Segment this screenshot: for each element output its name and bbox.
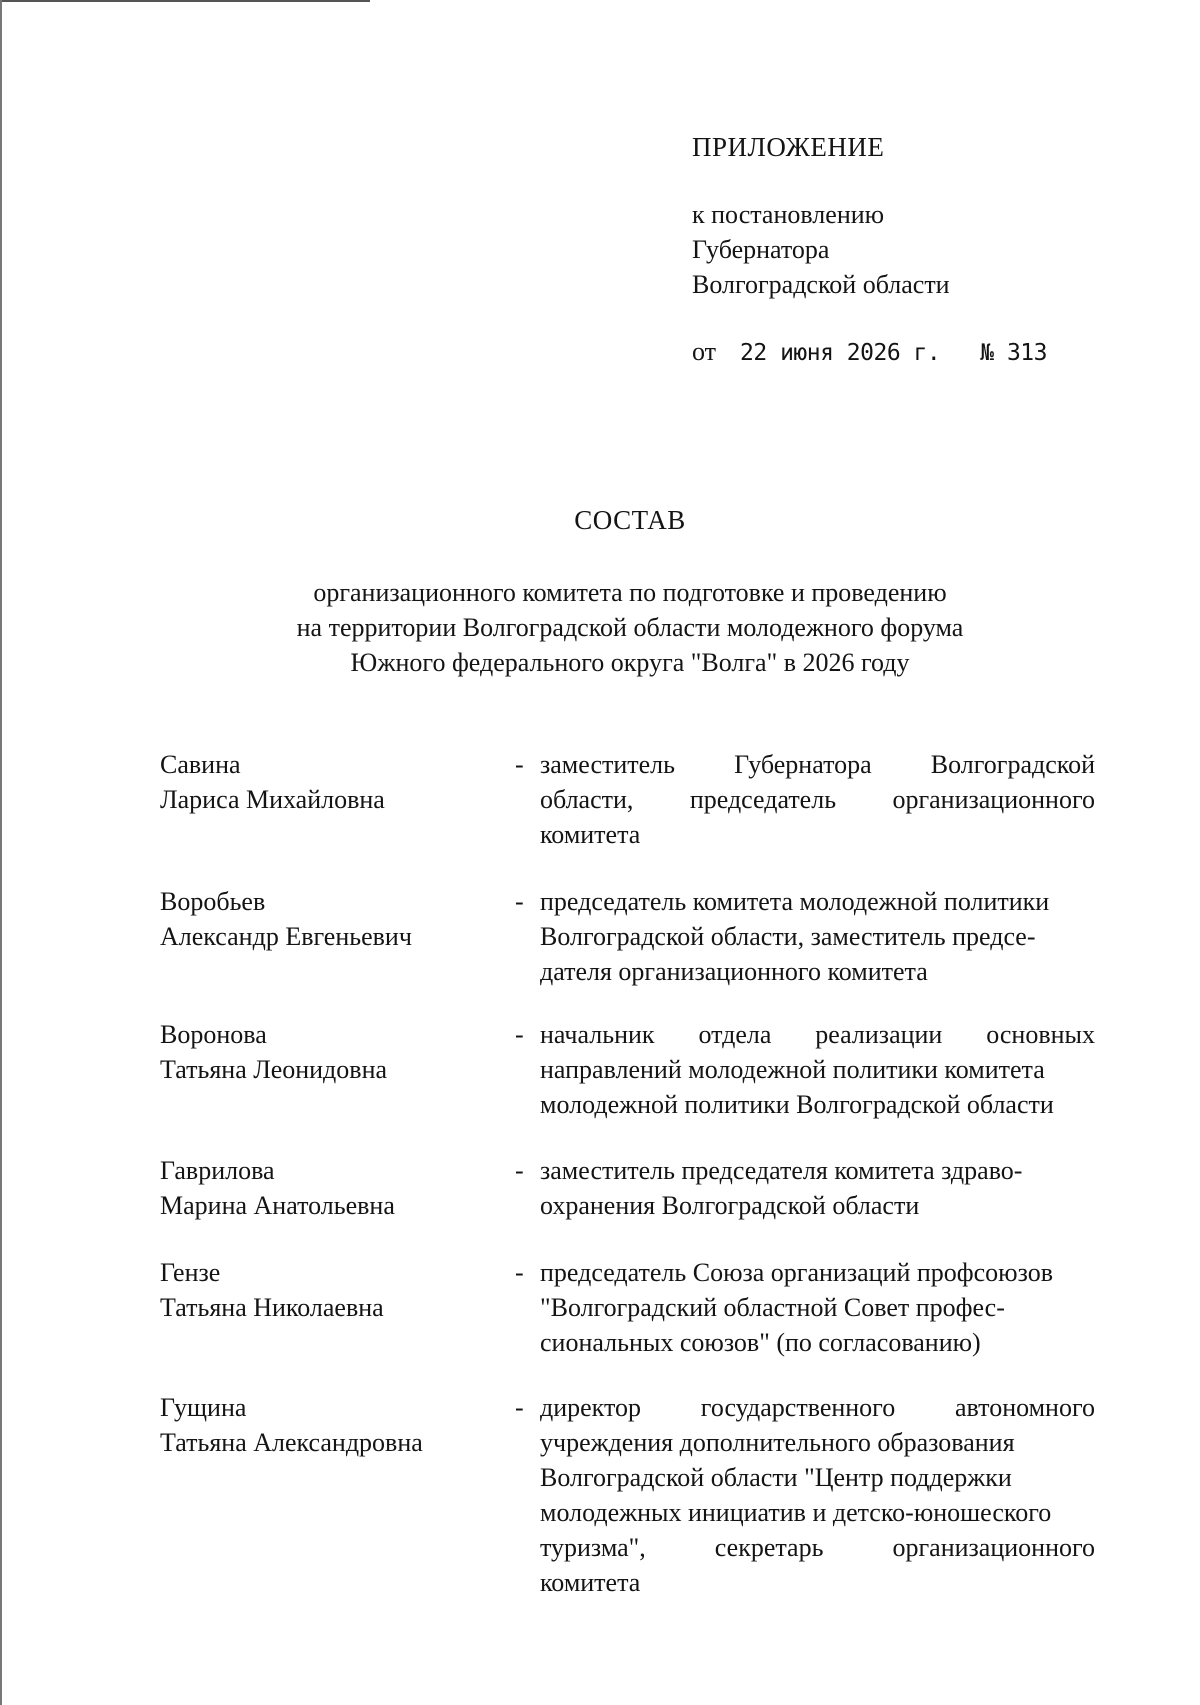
role-line: молодежной политики Волгоградской области — [540, 1090, 1054, 1119]
role-line: направлений молодежной политики комитета — [540, 1055, 1045, 1084]
member-role — [540, 747, 1095, 852]
member-name — [160, 1255, 480, 1325]
member-name — [160, 1017, 480, 1087]
role-line — [540, 782, 1095, 817]
date-prefix: от — [692, 337, 717, 366]
role-line: дателя организационного комитета — [540, 957, 928, 986]
member-surname: Гаврилова — [160, 1156, 275, 1185]
role-word: председатель — [689, 785, 837, 814]
member-name — [160, 747, 480, 817]
member-dash: - — [515, 887, 524, 916]
role-word: основных — [986, 1020, 1095, 1049]
role-word: организационного — [892, 785, 1095, 814]
member-dash: - — [515, 750, 524, 779]
appendix-title: ПРИЛОЖЕНИЕ — [692, 132, 885, 162]
member-given-names: Лариса Михайловна — [160, 785, 385, 814]
scan-edge-top — [0, 0, 370, 2]
role-word: секретарь — [714, 1533, 824, 1562]
role-line: молодежных инициатив и детско-юношеского — [540, 1498, 1052, 1527]
member-given-names: Татьяна Александровна — [160, 1428, 423, 1457]
role-word: туризма", — [540, 1533, 646, 1562]
member-surname: Воронова — [160, 1020, 267, 1049]
member-given-names: Татьяна Леонидовна — [160, 1055, 388, 1084]
role-line: Волгоградской области "Центр поддержки — [540, 1463, 1012, 1492]
member-surname: Гущина — [160, 1393, 247, 1422]
role-line: заместитель председателя комитета здраво- — [540, 1156, 1023, 1185]
role-word: организационного — [892, 1533, 1095, 1562]
role-word: начальник — [540, 1020, 655, 1049]
role-word: автономного — [955, 1393, 1095, 1422]
role-line — [540, 1390, 1095, 1425]
member-dash: - — [515, 1258, 524, 1287]
role-word: реализации — [815, 1020, 943, 1049]
role-word: Волгоградской — [930, 750, 1095, 779]
role-line: сиональных союзов" (по согласованию) — [540, 1328, 981, 1357]
role-line — [540, 1017, 1095, 1052]
decree-date-row — [692, 335, 1047, 370]
appendix-line-3: Волгоградской области — [692, 270, 950, 299]
member-name — [160, 884, 480, 954]
role-line: учреждения дополнительного образования — [540, 1428, 1015, 1457]
role-line: охранения Волгоградской области — [540, 1191, 920, 1220]
role-word: области, — [540, 785, 634, 814]
member-surname: Гензе — [160, 1258, 221, 1287]
document-title: СОСТАВ — [574, 505, 686, 535]
decree-date: 22 июня 2026 г. — [740, 340, 941, 366]
member-role — [540, 1153, 1095, 1223]
member-role — [540, 1255, 1095, 1360]
appendix-line-1: к постановлению — [692, 200, 885, 229]
member-dash: - — [515, 1020, 524, 1049]
subtitle-line: Южного федерального округа "Волга" в 2026 году — [350, 648, 910, 677]
role-line — [540, 1530, 1095, 1565]
role-line: председатель комитета молодежной политики — [540, 887, 1050, 916]
role-word: государственного — [700, 1393, 896, 1422]
role-line: комитета — [540, 1568, 641, 1597]
member-surname: Воробьев — [160, 887, 266, 916]
decree-number: № 313 — [980, 340, 1047, 366]
role-word: отдела — [698, 1020, 772, 1049]
member-role — [540, 1390, 1095, 1600]
member-role — [540, 884, 1095, 989]
role-line: Волгоградской области, заместитель предсе- — [540, 922, 1036, 951]
role-line: председатель Союза организаций профсоюзов — [540, 1258, 1054, 1287]
member-dash: - — [515, 1393, 524, 1422]
subtitle-line: организационного комитета по подготовке и проведению — [313, 578, 947, 607]
member-given-names: Татьяна Николаевна — [160, 1293, 384, 1322]
member-given-names: Александр Евгеньевич — [160, 922, 412, 951]
role-line: комитета — [540, 820, 641, 849]
document-subtitle — [200, 575, 1060, 680]
member-role — [540, 1017, 1095, 1122]
member-name — [160, 1390, 480, 1460]
role-word: директор — [540, 1393, 641, 1422]
role-word: Губернатора — [734, 750, 872, 779]
scan-edge-left — [0, 0, 2, 1705]
appendix-line-2: Губернатора — [692, 235, 830, 264]
member-name — [160, 1153, 480, 1223]
role-word: заместитель — [540, 750, 676, 779]
member-dash: - — [515, 1156, 524, 1185]
role-line — [540, 747, 1095, 782]
subtitle-line: на территории Волгоградской области молодежного форума — [296, 613, 964, 642]
member-given-names: Марина Анатольевна — [160, 1191, 395, 1220]
member-surname: Савина — [160, 750, 241, 779]
role-line: "Волгоградский областной Совет профес- — [540, 1293, 1005, 1322]
